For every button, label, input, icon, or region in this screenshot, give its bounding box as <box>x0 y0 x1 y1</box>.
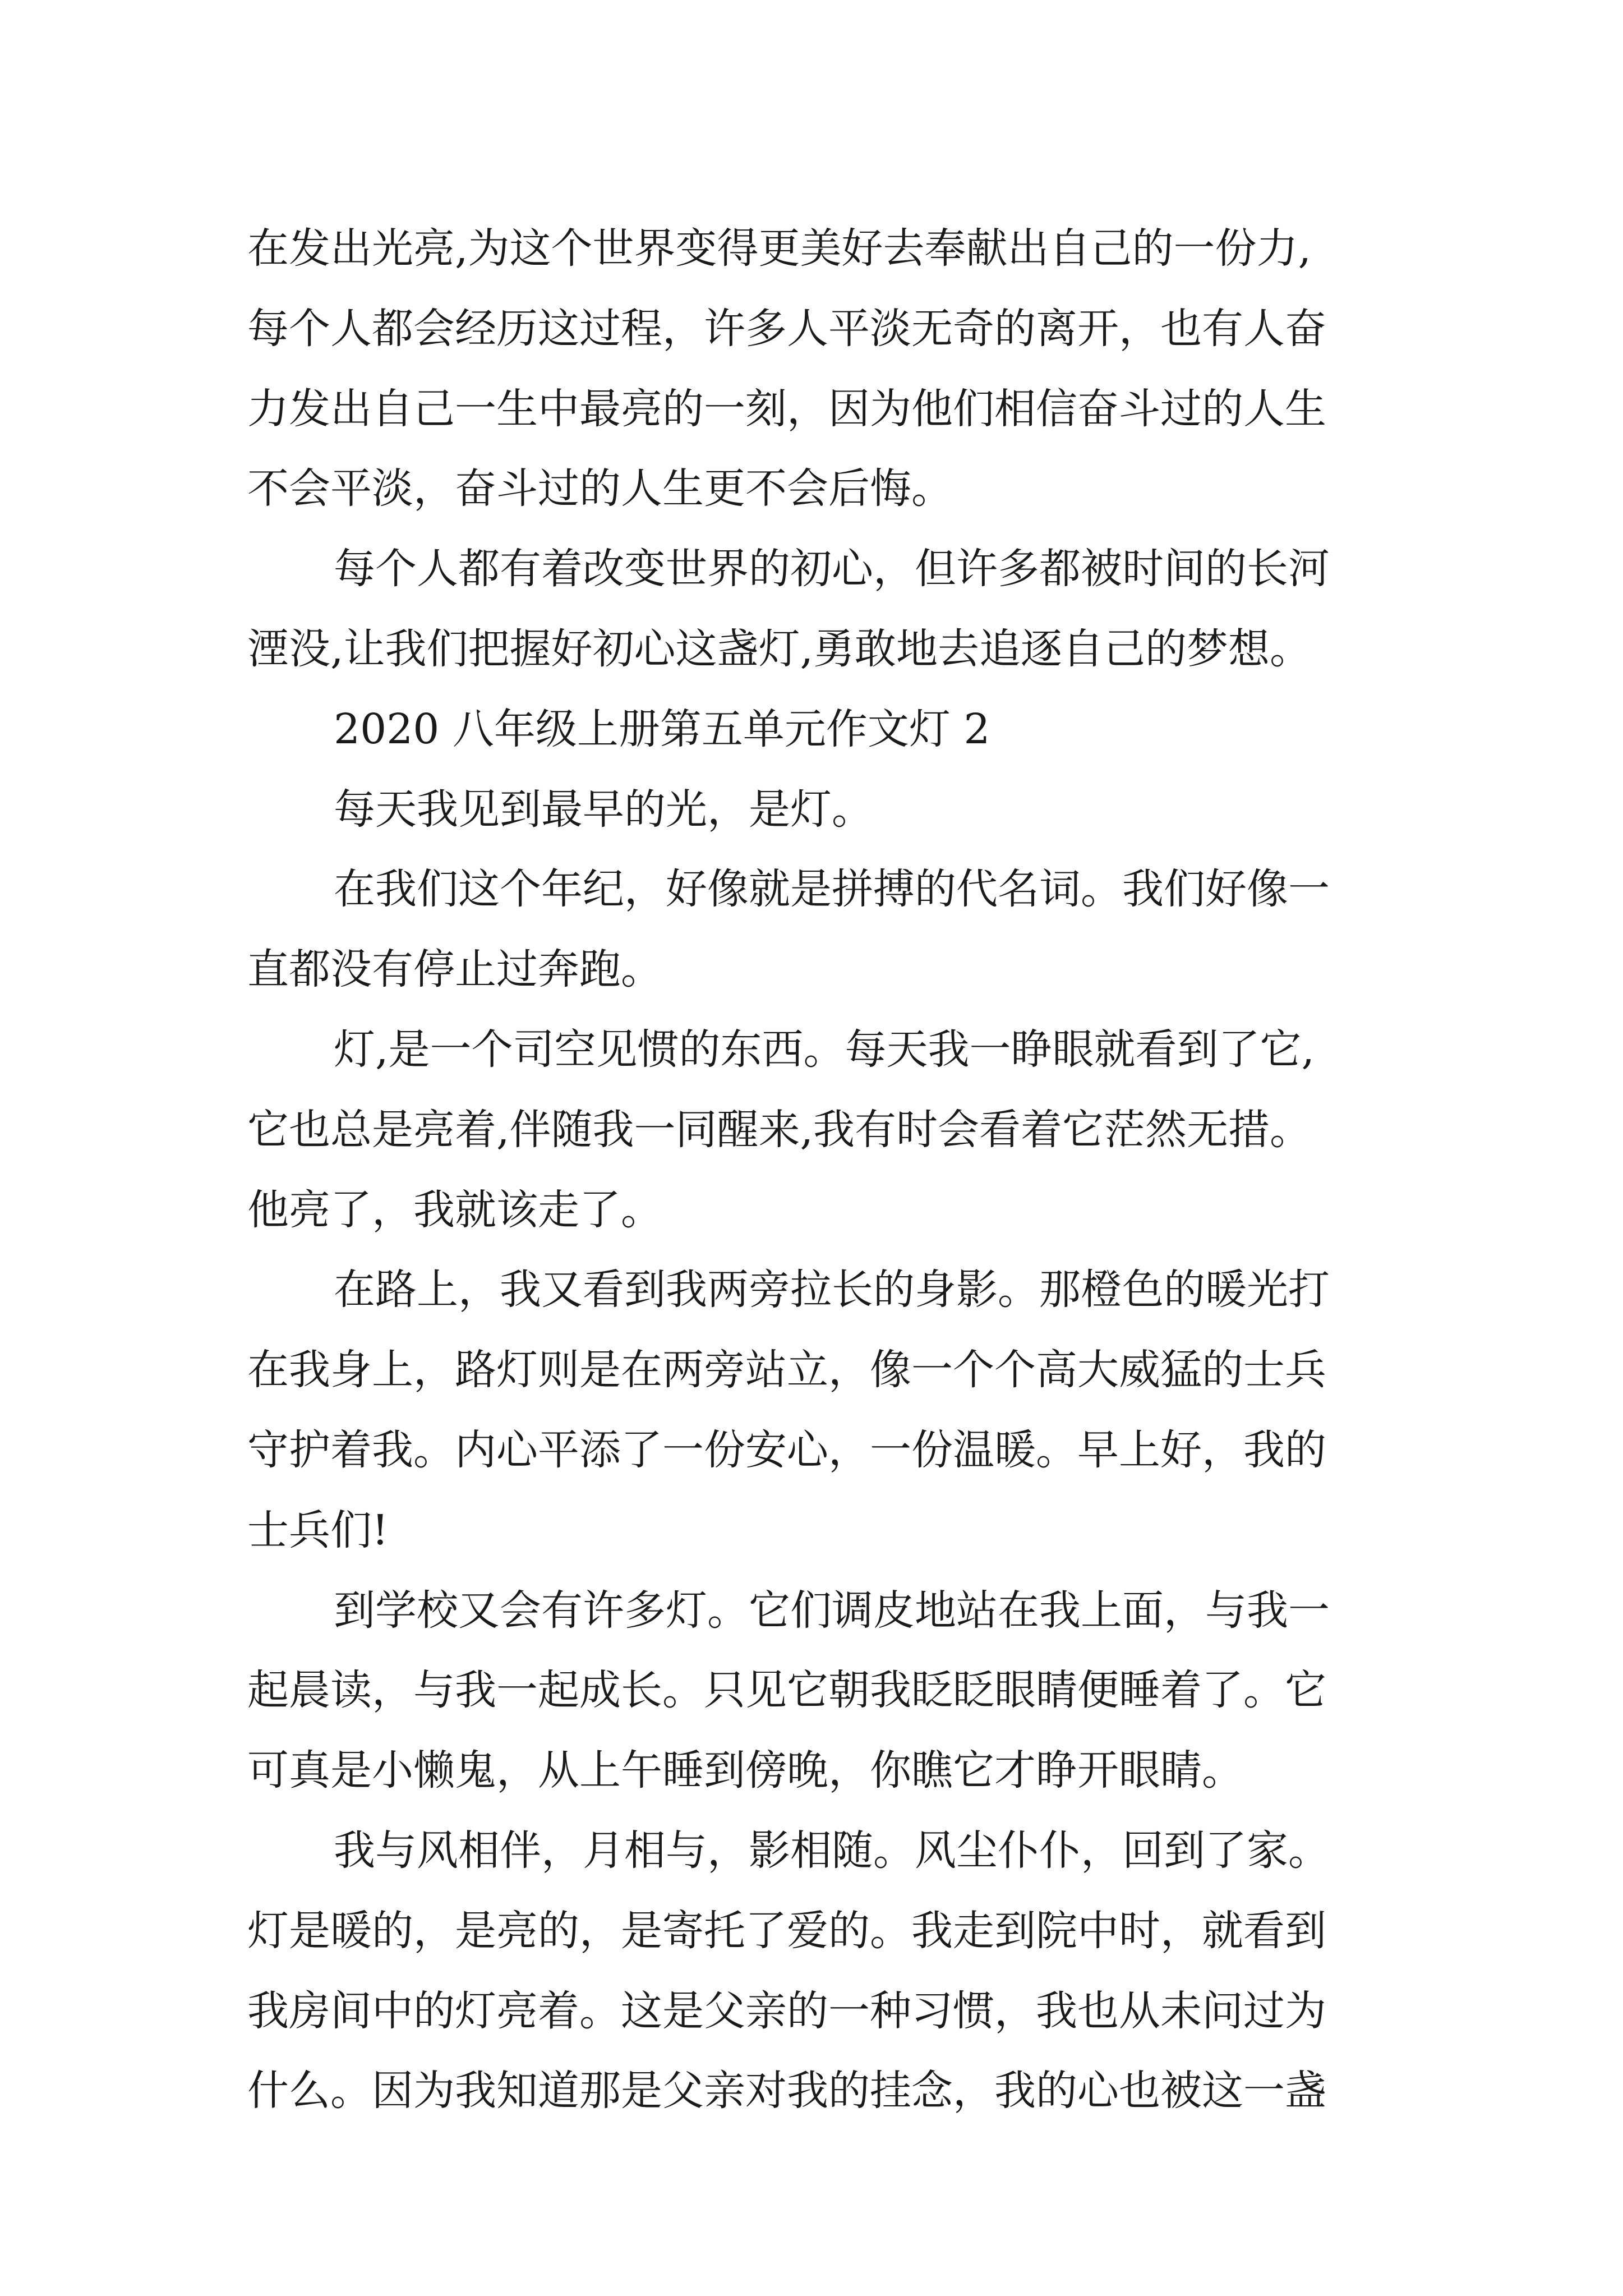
text-line: 守护着我。内心平添了一份安心，一份温暖。早上好，我的 <box>247 1425 1326 1474</box>
text-line: 在我身上，路灯则是在两旁站立，像一个个高大威猛的士兵 <box>247 1346 1326 1395</box>
text-line: 直都没有停止过奔跑。 <box>247 945 662 994</box>
text-line: 什么。因为我知道那是父亲对我的挂念，我的心也被这一盏 <box>247 2067 1326 2115</box>
paragraph-first-line: 每个人都有着改变世界的初心，但许多都被时间的长河 <box>334 545 1330 593</box>
text-line: 我房间中的灯亮着。这是父亲的一种习惯，我也从未问过为 <box>247 1986 1326 2035</box>
text-line: 灯是暖的，是亮的，是寄托了爱的。我走到院中时，就看到 <box>247 1906 1326 1955</box>
text-line: 可真是小懒鬼，从上午睡到傍晚，你瞧它才睁开眼睛。 <box>247 1746 1243 1795</box>
text-line: 每个人都会经历这过程，许多人平淡无奇的离开，也有人奋 <box>247 304 1326 353</box>
paragraph-first-line: 到学校又会有许多灯。它们调皮地站在我上面，与我一 <box>334 1586 1330 1635</box>
document-body <box>247 209 1436 2131</box>
text-line: 力发出自己一生中最亮的一刻，因为他们相信奋斗过的人生 <box>247 384 1326 433</box>
paragraph-first-line: 每天我见到最早的光，是灯。 <box>334 785 873 834</box>
text-line: 起晨读，与我一起成长。只见它朝我眨眨眼睛便睡着了。它 <box>247 1666 1326 1715</box>
paragraph-first-line: 灯,是一个司空见惯的东西。每天我一睁眼就看到了它, <box>334 1025 1315 1074</box>
paragraph-first-line: 我与风相伴，月相与，影相随。风尘仆仆，回到了家。 <box>334 1826 1330 1875</box>
paragraph-first-line: 在我们这个年纪，好像就是拼搏的代名词。我们好像一 <box>334 865 1330 914</box>
text-line: 不会平淡，奋斗过的人生更不会后悔。 <box>247 464 953 513</box>
paragraph-first-line: 在路上，我又看到我两旁拉长的身影。那橙色的暖光打 <box>334 1266 1330 1314</box>
text-line: 湮没,让我们把握好初心这盏灯,勇敢地去追逐自己的梦想。 <box>247 624 1312 673</box>
text-line: 在发出光亮,为这个世界变得更美好去奉献出自己的一份力, <box>247 224 1312 273</box>
text-line: 士兵们! <box>247 1506 389 1554</box>
text-line: 它也总是亮着,伴随我一同醒来,我有时会看着它茫然无措。 <box>247 1105 1312 1154</box>
text-line: 他亮了，我就该走了。 <box>247 1185 662 1234</box>
paragraph-first-line: 2020 八年级上册第五单元作文灯 2 <box>334 705 990 753</box>
